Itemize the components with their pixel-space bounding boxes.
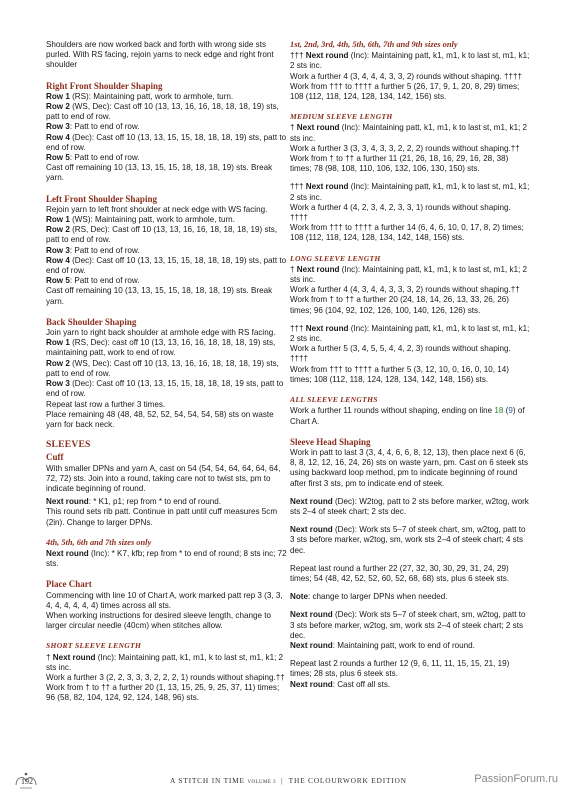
row-label: Row 2 <box>46 102 70 112</box>
medium-sleeve-heading: MEDIUM SLEEVE LENGTH <box>290 112 393 122</box>
row-text: : Patt to end of row. <box>69 153 140 163</box>
place-chart-paragraph: Commencing with line 10 of Chart A, work marked patt rep 3 (3, 3, 4, 4, 4, 4, 4, 4) times across all sts. <box>46 590 283 610</box>
all-text: Work a further 11 rounds without shaping, ending on line <box>290 406 493 416</box>
sleeves-heading: SLEEVES <box>46 439 91 451</box>
row-text: (WS): Maintaining patt, work to armhole, turn. <box>69 215 235 225</box>
lfs-row-3 <box>46 246 290 256</box>
long-b-2: Work a further 5 (3, 4, 5, 5, 4, 4, 2, 3) rounds without shaping. †††† <box>290 344 511 364</box>
dagger: ††† <box>290 323 306 333</box>
sizes-1-paragraph-3: Work from ††† to †††† a further 5 (26, 17, 9, 1, 20, 8, 29) times; 108 (112, 118, 124, 128, 134, 142, 156) sts. <box>290 81 520 102</box>
row-label: Row 3 <box>46 245 70 255</box>
sizes-4-next-round <box>46 549 290 569</box>
next-round-text: : Cast off all sts. <box>332 679 391 689</box>
bss-row-3 <box>46 379 290 399</box>
row-text: (WS, Dec): Cast off 10 (13, 13, 16, 16, 18, 18, 18, 19) sts, patt to end of row. <box>46 358 279 378</box>
row-label: Row 3 <box>46 379 70 389</box>
row-text: (Dec): Cast off 10 (13, 13, 15, 15, 18, 18, 18, 19) sts, patt to end of row. <box>46 255 287 276</box>
medium-b-3: Work from ††† to †††† a further 14 (6, 4, 6, 10, 0, 17, 8, 2) times; 108 (112, 118, 124, 128, 134, 142, 148, 156) sts. <box>290 223 524 243</box>
dagger: † <box>290 264 297 274</box>
sizes-4-heading: 4th, 5th, 6th and 7th sizes only <box>46 537 152 547</box>
rfs-row-1 <box>46 92 290 102</box>
all-sleeve-heading: ALL SLEEVE LENGTHS <box>290 395 378 405</box>
row-label: Row 1 <box>46 338 70 348</box>
next-round-label: Next round <box>290 640 333 650</box>
right-column <box>290 40 530 693</box>
note-label: Note <box>290 592 308 602</box>
cuff-next-round <box>46 497 290 507</box>
next-round-text: (Dec): Work sts 5–7 of steek chart, sm, w2tog, patt to 3 sts before marker, w2tog, sm, work sts 2–4 of steek chart; 2 sts dec. <box>290 610 526 640</box>
medium-next-round-b <box>290 182 530 202</box>
left-column <box>46 40 290 704</box>
sizes-1-paragraph-2: Work a further 4 (3, 4, 4, 4, 3, 3, 2) rounds without shaping. †††† <box>290 71 523 81</box>
bss-tail-1: Repeat last row a further 3 times. <box>46 399 166 409</box>
row-text: : Patt to end of row. <box>69 122 140 132</box>
row-text: : Patt to end of row. <box>69 276 140 286</box>
chart-line-number-alt: 9 <box>508 406 513 416</box>
row-label: Row 3 <box>46 122 70 132</box>
rfs-row-4 <box>46 133 290 153</box>
intro-paragraph: Shoulders are now worked back and forth with wrong side sts purled. With RS facing, rejoin yarns to neck edge and right front shoulder <box>46 40 274 70</box>
head-next-round-5 <box>290 680 530 690</box>
page-number: 192 <box>21 777 33 786</box>
next-round-text: (Inc): Maintaining patt, k1, m1, k to last st, m1, k1; 2 sts inc. <box>46 652 284 672</box>
dagger: ††† <box>290 51 306 61</box>
row-label: Row 2 <box>46 225 70 235</box>
next-round-label: Next round <box>290 525 333 535</box>
lfs-intro: Rejoin yarn to left front shoulder at neck edge with WS facing. <box>46 204 268 214</box>
next-round-label: Next round <box>46 548 89 558</box>
footer-title: A STITCH IN TIME VOLUME 3 | THE COLOURWORK EDITION <box>170 776 407 785</box>
rfs-heading: Right Front Shoulder Shaping <box>46 80 163 91</box>
next-round-label: Next round <box>296 123 340 133</box>
head-repeat-paragraph: Repeat last round a further 22 (27, 32, 30, 30, 29, 31, 24, 29) times; 54 (48, 42, 52, 52, 60, 52, 68, 68) sts, plus 6 steek sts. <box>290 563 510 583</box>
next-round-text: (Inc): Maintaining patt, k1, m1, k to last st, m1, k1; 2 sts inc. <box>290 182 530 202</box>
next-round-label: Next round <box>305 182 349 192</box>
next-round-label: Next round <box>290 610 333 620</box>
dagger: † <box>290 123 297 133</box>
row-label: Row 1 <box>46 91 70 101</box>
short-next-round <box>46 653 290 673</box>
short-sleeve-heading: SHORT SLEEVE LENGTH <box>46 641 142 651</box>
chart-line-number: 18 <box>494 406 504 416</box>
medium-b-2: Work a further 4 (4, 2, 3, 4, 2, 3, 3, 1) rounds without shaping. †††† <box>290 202 511 223</box>
next-round-label: Next round <box>305 51 349 61</box>
next-round-label: Next round <box>290 679 333 689</box>
bss-heading: Back Shoulder Shaping <box>46 316 137 327</box>
next-round-label: Next round <box>305 323 349 333</box>
sizes-1-next-round <box>290 51 530 71</box>
bss-row-1 <box>46 338 290 358</box>
dagger: ††† <box>290 182 306 192</box>
head-next-round-4 <box>290 641 530 651</box>
rfs-row-2 <box>46 102 290 122</box>
long-b-3: Work from ††† to †††† a further 5 (3, 12, 10, 0, 16, 0, 10, 14) times; 108 (112, 118, 124, 128, 134, 142, 148, 156) sts. <box>290 364 509 384</box>
book-subtitle: THE COLOURWORK EDITION <box>288 776 407 785</box>
short-paragraph-2: Work a further 3 (2, 2, 3, 3, 3, 2, 2, 2, 1) rounds without shaping.†† <box>46 672 285 682</box>
head-next-round-2 <box>290 525 530 556</box>
long-next-round-b <box>290 324 530 344</box>
cuff-paragraph: With smaller DPNs and yarn A, cast on 54 (54, 54, 64, 64, 64, 64, 72, 72) sts. Join into a round, taking care not to twist sts, pm to indicate beginning of round. <box>46 463 281 493</box>
all-sleeve-paragraph: Work a further 11 rounds without shaping, ending on line 18 (9) of Chart A. <box>290 406 525 426</box>
lfs-row-4 <box>46 256 290 276</box>
lfs-row-2 <box>46 225 290 245</box>
row-text: (Dec): Cast off 10 (13, 13, 15, 15, 18, 18, 18, 19) sts, patt to end of row. <box>46 132 287 152</box>
row-label: Row 2 <box>46 358 70 368</box>
next-round-text: (Inc): Maintaining patt, k1, m1, k to last st, m1, k1; 2 sts inc. <box>290 123 528 143</box>
next-round-label: Next round <box>290 496 333 506</box>
row-text: (Dec): Cast off 10 (13, 13, 15, 15, 18, 18, 18, 19 sts, patt to end of row. <box>46 379 284 399</box>
row-label: Row 5 <box>46 153 70 163</box>
row-label: Row 4 <box>46 255 70 265</box>
next-round-text: (Inc): * K7, kfb; rep from * to end of round; 8 sts inc; 72 sts. <box>46 548 287 569</box>
next-round-text: (Dec): W2tog, patt to 2 sts before marker, w2tog, work sts 2–4 of steek chart; 2 sts dec. <box>290 496 529 516</box>
row-label: Row 4 <box>46 132 70 142</box>
next-round-label: Next round <box>52 652 96 662</box>
place-chart-note: When working instructions for desired sleeve length, change to larger circular needle (40cm) when stitches allow. <box>46 610 271 631</box>
note-text: : change to larger DPNs when needed. <box>308 592 448 602</box>
next-round-label: Next round <box>46 497 89 507</box>
bss-tail-2: Place remaining 48 (48, 48, 52, 52, 54, 54, 54, 58) sts on waste yarn for back neck. <box>46 409 274 429</box>
row-text: (RS, Dec): cast off 10 (13, 13, 16, 16, 18, 18, 18, 19) sts, maintaining patt, work to end of row. <box>46 338 276 358</box>
long-a-2: Work a further 4 (4, 3, 4, 4, 3, 3, 3, 2) rounds without shaping.†† <box>290 285 520 295</box>
watermark: PassionForum.ru <box>474 773 558 785</box>
medium-a-3: Work from † to †† a further 11 (21, 26, 18, 16, 29, 16, 28, 38) times; 78 (98, 108, 110, 106, 132, 106, 130, 150) sts. <box>290 154 509 174</box>
row-text: (WS, Dec): Cast off 10 (13, 13, 16, 16, 18, 18, 18, 19) sts, patt to end of row. <box>46 102 279 122</box>
rfs-tail: Cast off remaining 10 (13, 13, 15, 15, 18, 18, 18, 19) sts. Break yarn. <box>46 163 273 183</box>
medium-a-2: Work a further 3 (3, 3, 4, 3, 3, 2, 2, 2) rounds without shaping.†† <box>290 143 520 153</box>
next-round-text: (Inc): Maintaining patt, k1, m1, k to last st, m1, k1; 2 sts inc. <box>290 264 528 285</box>
next-round-text: (Dec): Work sts 5–7 of steek chart, sm, w2tog, patt to 3 sts before marker, w2tog, sm, work sts 2–4 of steek chart; 4 sts dec. <box>290 525 526 555</box>
long-a-3: Work from † to †† a further 20 (24, 18, 14, 26, 13, 33, 26, 26) times; 96 (104, 92, 102, 126, 100, 140, 126, 126) sts. <box>290 295 509 315</box>
cuff-rib-paragraph: This round sets rib patt. Continue in patt until cuff measures 5cm (2in). Change to larger DPNs. <box>46 507 278 527</box>
next-round-text: (Inc): Maintaining patt, k1, m1, k to last st, m1, k1; 2 sts inc. <box>290 323 530 344</box>
cuff-heading: Cuff <box>46 452 64 463</box>
next-round-text: : Maintaining patt, work to end of round. <box>332 640 475 650</box>
lfs-tail: Cast off remaining 10 (13, 13, 15, 15, 18, 18, 18, 19) sts. Break yarn. <box>46 286 273 306</box>
bss-row-2 <box>46 359 290 379</box>
head-note <box>290 592 530 602</box>
head-next-round-3 <box>290 610 530 641</box>
row-text: : Patt to end of row. <box>69 245 140 255</box>
sleeve-head-heading: Sleeve Head Shaping <box>290 436 371 447</box>
place-chart-heading: Place Chart <box>46 579 92 590</box>
rfs-row-5 <box>46 153 290 163</box>
long-sleeve-heading: LONG SLEEVE LENGTH <box>290 253 381 263</box>
lfs-row-5 <box>46 276 290 286</box>
medium-next-round-a <box>290 123 530 143</box>
row-label: Row 5 <box>46 276 70 286</box>
short-paragraph-3: Work from † to †† a further 20 (1, 13, 15, 25, 9, 25, 37, 11) times; 96 (58, 82, 104, 124, 92, 124, 148, 96) sts. <box>46 683 280 703</box>
row-label: Row 1 <box>46 215 70 225</box>
all-text-end: ) of Chart A. <box>290 406 525 426</box>
next-round-label: Next round <box>296 264 340 274</box>
volume-label: VOLUME 3 <box>247 780 276 785</box>
row-text: (RS, Dec): Cast off 10 (13, 13, 16, 16, 18, 18, 18, 19) sts, patt to end of row. <box>46 225 278 245</box>
next-round-text: (Inc): Maintaining patt, k1, m1, k to last st, m1, k1; 2 sts inc. <box>290 51 530 71</box>
sizes-1-heading: 1st, 2nd, 3rd, 4th, 5th, 6th, 7th and 9th sizes only <box>290 40 458 49</box>
long-next-round-a <box>290 265 530 285</box>
lfs-heading: Left Front Shoulder Shaping <box>46 193 157 204</box>
rfs-row-3 <box>46 122 290 132</box>
head-repeat-paragraph-2: Repeat last 2 rounds a further 12 (9, 6, 11, 11, 15, 15, 21, 19) times; 28 sts, plus 6 steek sts. <box>290 659 510 679</box>
book-title: A STITCH IN TIME <box>170 776 245 785</box>
head-next-round-1 <box>290 497 530 517</box>
bss-intro: Join yarn to right back shoulder at armhole edge with RS facing. <box>46 328 276 338</box>
row-text: (RS): Maintaining patt, work to armhole, turn. <box>69 91 234 101</box>
next-round-text: : * K1, p1; rep from * to end of round. <box>88 497 221 507</box>
sleeve-head-paragraph: Work in patt to last 3 (3, 4, 4, 6, 6, 8, 12, 13), then place next 6 (6, 8, 8, 12, 12, 16, 24, 26) sts on waste yarn, pm. Cast on 6 steek sts using backward loop method, pm to indicate beginning of round after first 3 sts, pm to indicate end of steek. <box>290 447 528 488</box>
dagger: † <box>46 652 53 662</box>
lfs-row-1 <box>46 215 290 225</box>
